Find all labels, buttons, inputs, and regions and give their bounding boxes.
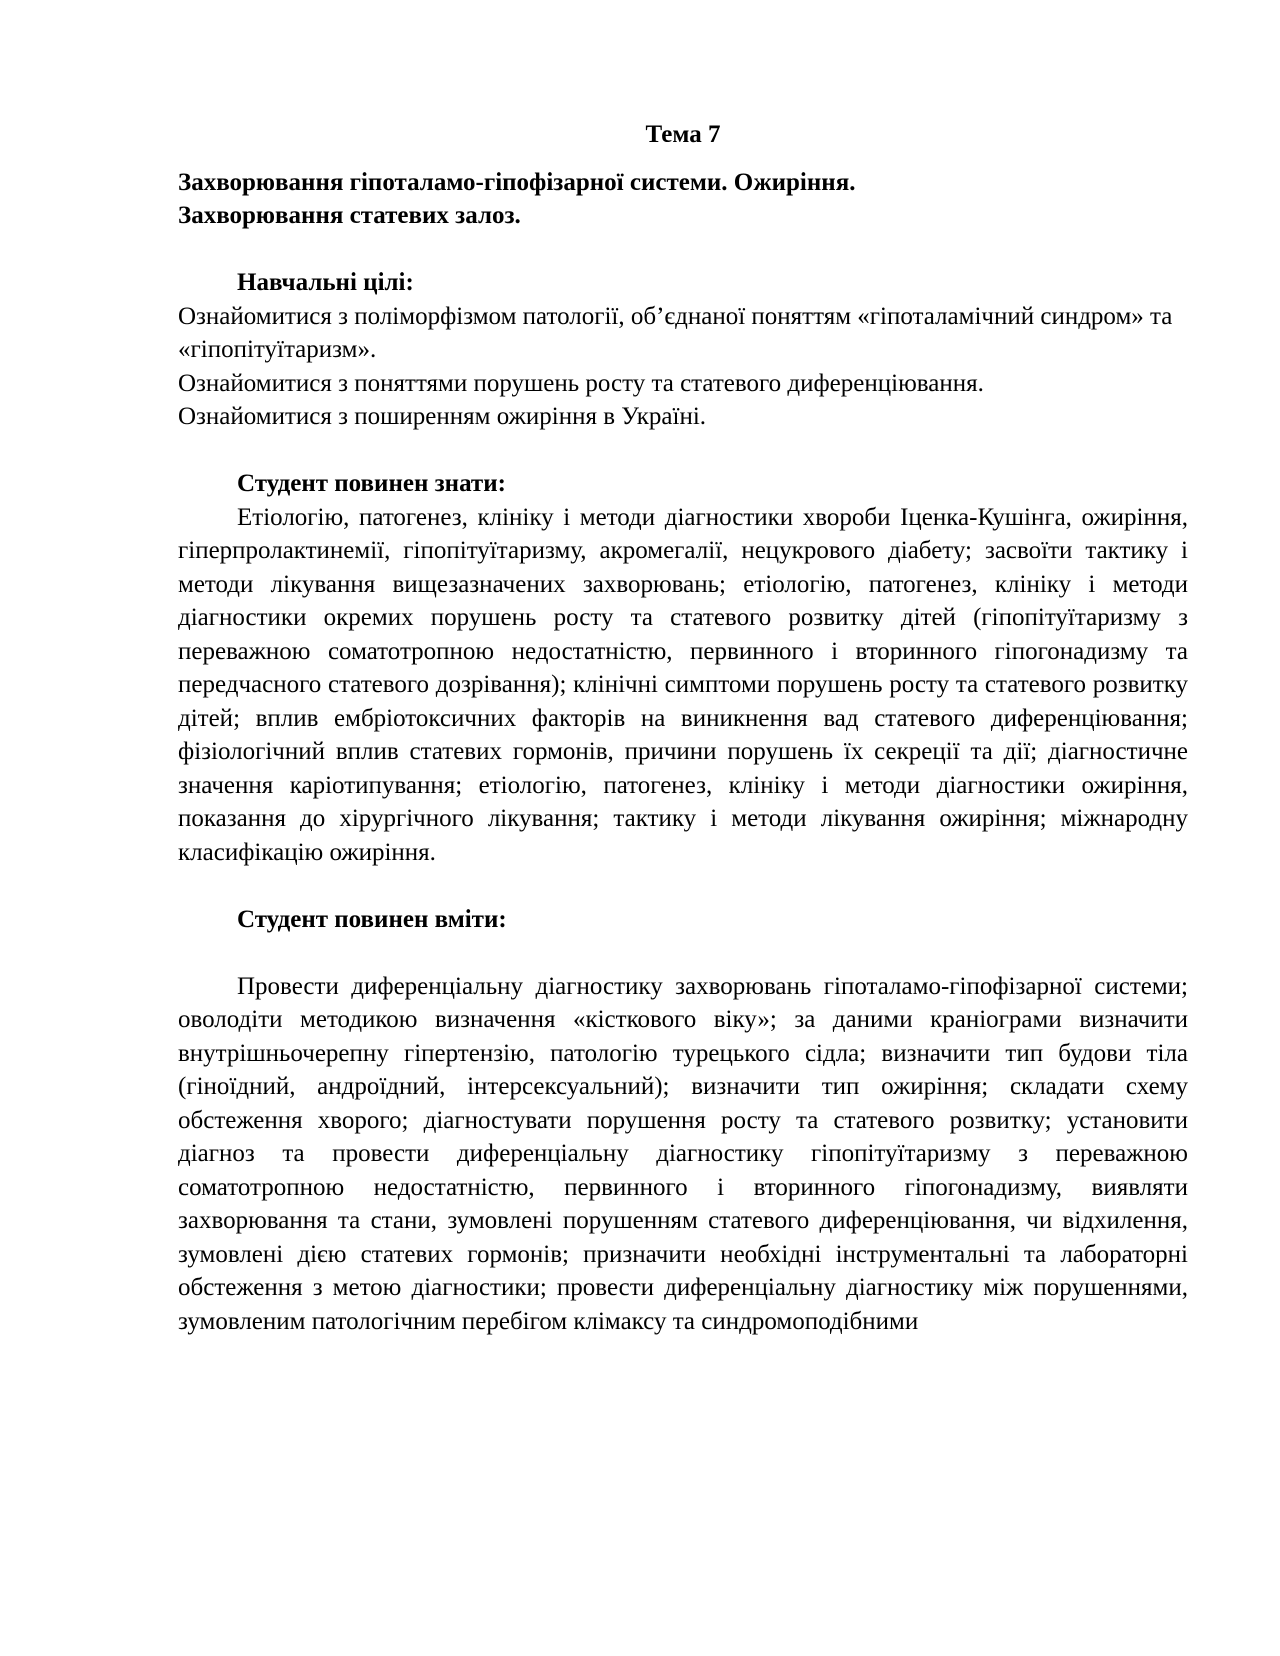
topic-title-line-2: Захворювання статевих залоз.	[178, 202, 521, 229]
student-should-be-able-heading: Студент повинен вміти:	[237, 905, 507, 933]
spacer	[178, 936, 1188, 970]
document-page	[178, 118, 1188, 1338]
learning-goal-item: Ознайомитися з поширенням ожиріння в Україні.	[178, 403, 707, 430]
spacer	[178, 233, 1188, 267]
learning-goal-item: Ознайомитися з поліморфізмом патології, об’єднаної поняттям «гіпоталамічний синдром» та «гіпопітуїтаризм».	[178, 302, 1173, 363]
learning-goals-heading: Навчальні цілі:	[237, 269, 414, 296]
spacer	[178, 869, 1188, 903]
spacer	[178, 434, 1188, 468]
document-title: Тема 7	[645, 121, 721, 148]
student-should-know-heading: Студент повинен знати:	[237, 470, 506, 497]
learning-goal-item: Ознайомитися з поняттями порушень росту та статевого диференціювання.	[178, 369, 984, 397]
student-should-be-able-text: Провести диференціальну діагностику захворювань гіпоталамо-гіпофізарної системи; оволодіти методикою визначення «кісткового віку»; за даними краніограми визначити внутрішньочерепну гіпертензію, патологію турецького сідла; визначити тип будови тіла (гіноїдний, андроїдний, інтерсексуальний); визначити тип ожиріння; складати схему обстеження хворого; діагностувати порушення росту та статевого розвитку; установити діагноз та провести диференціальну діагностику гіпопітуїтаризму з переважною соматотропною недостатністю, первинного і вторинного гіпогонадизму, виявляти захворювання та стани, зумовлені порушенням статевого диференціювання, чи відхилення, зумовлені дією статевих гормонів; призначити необхідні інструментальні та лабораторні обстеження з метою діагностики; провести диференціальну діагностику між порушеннями, зумовленим патологічним перебігом клімаксу та синдромоподібними	[178, 972, 1188, 1335]
student-should-know-text: Етіологію, патогенез, клініку і методи діагностики хвороби Іценка-Кушінга, ожиріння, гіперпролактинемії, гіпопітуїтаризму, акромегалії, нецукрового діабету; засвоїти тактику і методи лікування вищезазначених захворювань; етіологію, патогенез, клініку і методи діагностики окремих порушень росту та статевого розвитку дітей (гіпопітуїтаризму з переважною соматотропною недостатністю, первинного і вторинного гіпогонадизму та передчасного статевого дозрівання); клінічні симптоми порушень росту та статевого розвитку дітей; вплив ембріотоксичних факторів на виникнення вад статевого диференціювання; фізіологічний вплив статевих гормонів, причини порушень їх секреції та дії; діагностичне значення каріотипування; етіологію, патогенез, клініку і методи діагностики ожиріння, показання до хірургічного лікування; тактику і методи лікування ожиріння; міжнародну класифікацію ожиріння.	[178, 503, 1188, 866]
topic-title-line-1: Захворювання гіпоталамо-гіпофізарної системи. Ожиріння.	[178, 168, 856, 196]
